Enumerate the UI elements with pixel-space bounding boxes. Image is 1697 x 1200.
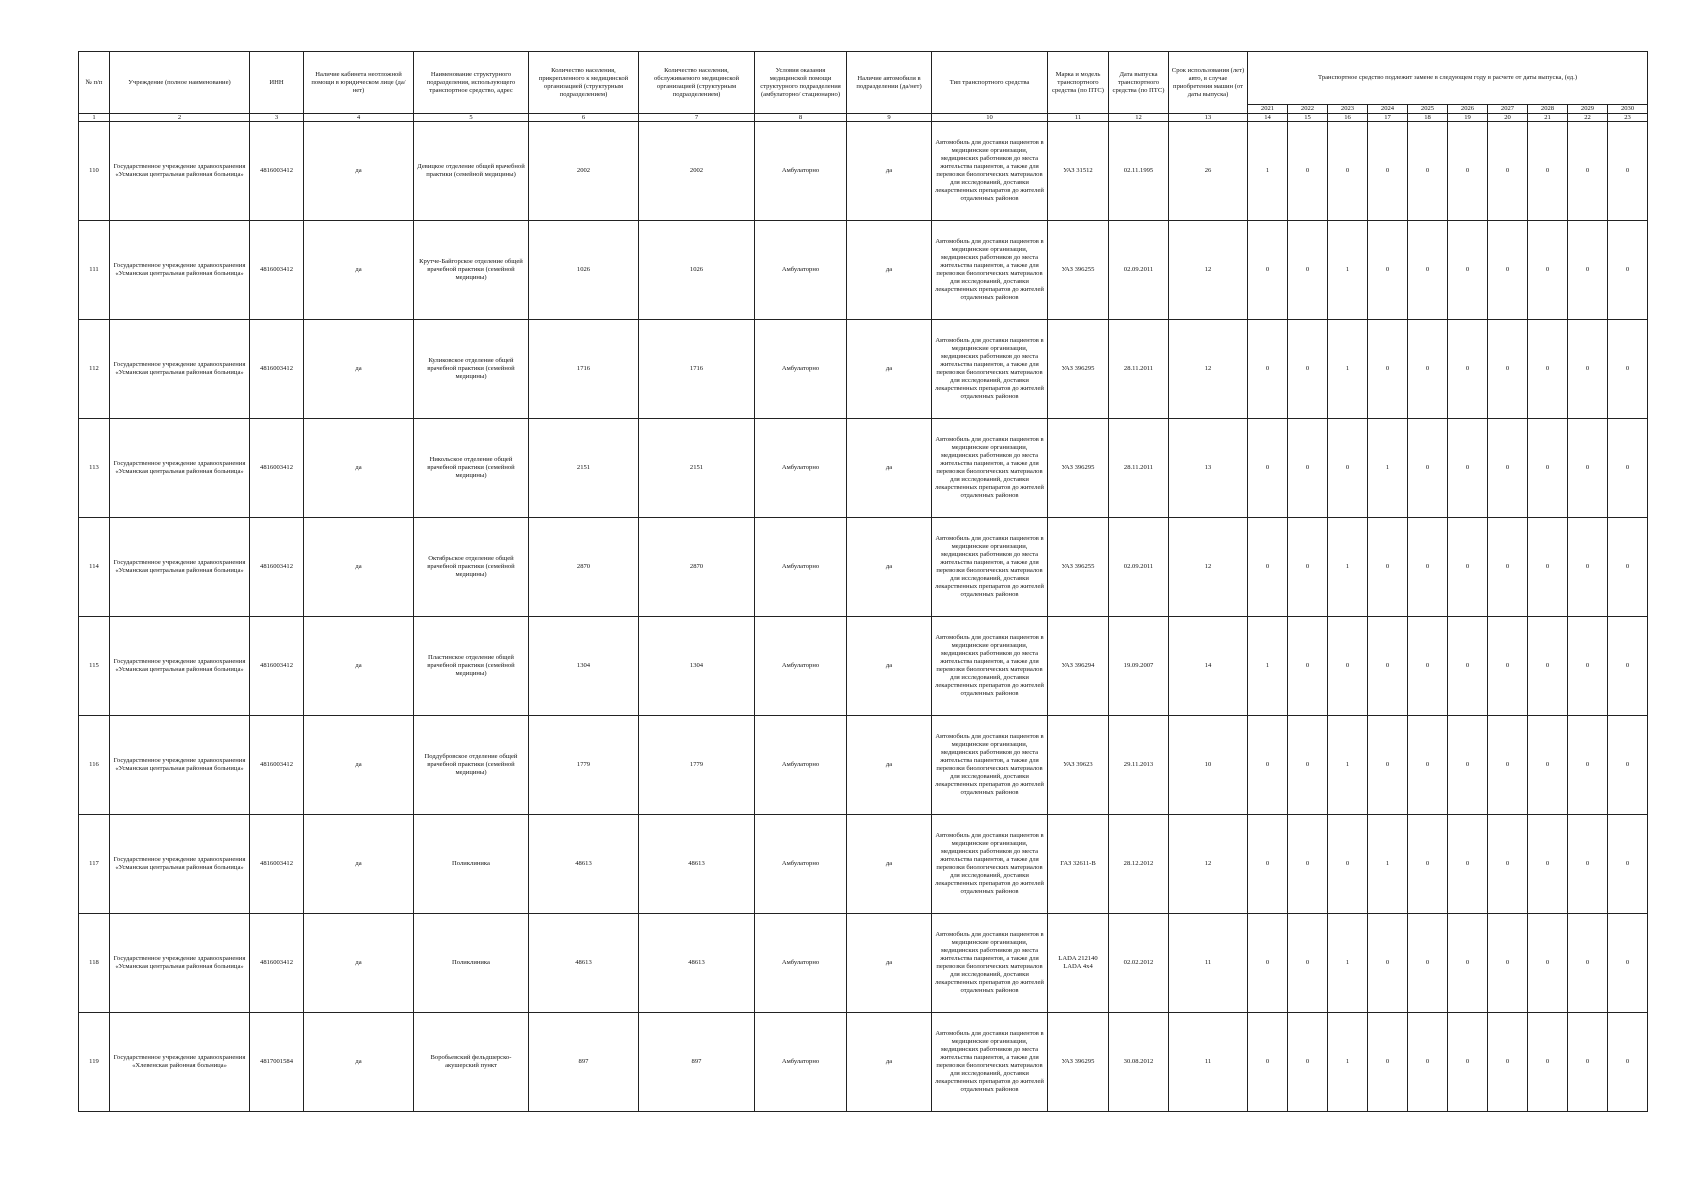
table-row bbox=[79, 518, 1648, 617]
cell-institution: Государственное учреждение здравоохранения «Усманская центральная районная больница» bbox=[110, 716, 250, 815]
cell-vehicle-type: Автомобиль для доставки пациентов в медицинские организации, медицинских работников до места жительства пациентов, а также для перевозки биологических материалов для исследований, доставки лекарственных препаратов до жителей отдаленных районов bbox=[932, 1013, 1048, 1112]
cell-conditions: Амбулаторно bbox=[755, 815, 847, 914]
cell-year-2025: 0 bbox=[1408, 1013, 1448, 1112]
cell-year-2024: 0 bbox=[1368, 122, 1408, 221]
cell-year-2024: 0 bbox=[1368, 518, 1408, 617]
cell-year-2024: 1 bbox=[1368, 419, 1408, 518]
cell-pop-attached: 1026 bbox=[529, 221, 639, 320]
cell-conditions: Амбулаторно bbox=[755, 518, 847, 617]
cell-year-2028: 0 bbox=[1528, 221, 1568, 320]
cell-pop-attached: 48613 bbox=[529, 815, 639, 914]
year-header-2022: 2022 bbox=[1288, 105, 1328, 114]
cell-brand: ГАЗ 32611-В bbox=[1048, 815, 1109, 914]
cell-year-2025: 0 bbox=[1408, 221, 1448, 320]
cell-year-2023: 1 bbox=[1328, 221, 1368, 320]
cell-year-2025: 0 bbox=[1408, 518, 1448, 617]
column-number: 22 bbox=[1568, 114, 1608, 122]
cell-brand: УАЗ 396255 bbox=[1048, 518, 1109, 617]
cell-year-2028: 0 bbox=[1528, 815, 1568, 914]
cell-year-2021: 0 bbox=[1248, 815, 1288, 914]
cell-service-life: 12 bbox=[1169, 815, 1248, 914]
header-office: Наличие кабинета неотложной помощи в юридическом лице (да/нет) bbox=[304, 52, 414, 114]
cell-pop-attached: 1779 bbox=[529, 716, 639, 815]
year-header-2024: 2024 bbox=[1368, 105, 1408, 114]
cell-institution: Государственное учреждение здравоохранения «Усманская центральная районная больница» bbox=[110, 914, 250, 1013]
cell-institution: Государственное учреждение здравоохранения «Усманская центральная районная больница» bbox=[110, 815, 250, 914]
cell-year-2030: 0 bbox=[1608, 1013, 1648, 1112]
cell-year-2021: 1 bbox=[1248, 122, 1288, 221]
cell-office: да bbox=[304, 122, 414, 221]
cell-brand: LADA 212140 LADA 4x4 bbox=[1048, 914, 1109, 1013]
cell-num: 116 bbox=[79, 716, 110, 815]
cell-pop-served: 48613 bbox=[639, 815, 755, 914]
cell-year-2023: 0 bbox=[1328, 419, 1368, 518]
cell-year-2030: 0 bbox=[1608, 320, 1648, 419]
cell-has-car: да bbox=[847, 320, 932, 419]
cell-office: да bbox=[304, 221, 414, 320]
cell-year-2021: 0 bbox=[1248, 914, 1288, 1013]
year-header-2030: 2030 bbox=[1608, 105, 1648, 114]
cell-year-2021: 0 bbox=[1248, 1013, 1288, 1112]
cell-year-2025: 0 bbox=[1408, 815, 1448, 914]
cell-year-2029: 0 bbox=[1568, 419, 1608, 518]
cell-institution: Государственное учреждение здравоохранения «Усманская центральная районная больница» bbox=[110, 617, 250, 716]
cell-release-date: 28.12.2012 bbox=[1109, 815, 1169, 914]
cell-year-2021: 0 bbox=[1248, 320, 1288, 419]
cell-year-2023: 1 bbox=[1328, 320, 1368, 419]
cell-year-2030: 0 bbox=[1608, 122, 1648, 221]
column-number: 15 bbox=[1288, 114, 1328, 122]
cell-year-2025: 0 bbox=[1408, 122, 1448, 221]
cell-pop-attached: 48613 bbox=[529, 914, 639, 1013]
cell-num: 113 bbox=[79, 419, 110, 518]
document-page bbox=[78, 51, 1648, 1112]
cell-num: 111 bbox=[79, 221, 110, 320]
cell-year-2027: 0 bbox=[1488, 518, 1528, 617]
cell-unit: Поликлиника bbox=[414, 815, 529, 914]
column-number: 14 bbox=[1248, 114, 1288, 122]
cell-year-2026: 0 bbox=[1448, 122, 1488, 221]
column-number: 18 bbox=[1408, 114, 1448, 122]
cell-has-car: да bbox=[847, 518, 932, 617]
column-number: 3 bbox=[250, 114, 304, 122]
header-vehicle-type: Тип транспортного средства bbox=[932, 52, 1048, 114]
cell-institution: Государственное учреждение здравоохранения «Хлевенская районная больница» bbox=[110, 1013, 250, 1112]
cell-brand: УАЗ 396295 bbox=[1048, 320, 1109, 419]
cell-year-2027: 0 bbox=[1488, 221, 1528, 320]
cell-institution: Государственное учреждение здравоохранения «Усманская центральная районная больница» bbox=[110, 122, 250, 221]
cell-year-2030: 0 bbox=[1608, 518, 1648, 617]
cell-brand: УАЗ 396295 bbox=[1048, 1013, 1109, 1112]
cell-year-2023: 1 bbox=[1328, 716, 1368, 815]
cell-pop-served: 1304 bbox=[639, 617, 755, 716]
cell-institution: Государственное учреждение здравоохранения «Усманская центральная районная больница» bbox=[110, 518, 250, 617]
cell-pop-served: 1716 bbox=[639, 320, 755, 419]
cell-vehicle-type: Автомобиль для доставки пациентов в медицинские организации, медицинских работников до места жительства пациентов, а также для перевозки биологических материалов для исследований, доставки лекарственных препаратов до жителей отдаленных районов bbox=[932, 122, 1048, 221]
cell-num: 114 bbox=[79, 518, 110, 617]
cell-office: да bbox=[304, 716, 414, 815]
cell-pop-served: 1026 bbox=[639, 221, 755, 320]
cell-year-2023: 1 bbox=[1328, 518, 1368, 617]
header-pop-attached: Количество населения, прикрепленного к медицинской организацией (структурным подразделением) bbox=[529, 52, 639, 114]
cell-year-2030: 0 bbox=[1608, 815, 1648, 914]
table-row bbox=[79, 320, 1648, 419]
cell-year-2024: 0 bbox=[1368, 716, 1408, 815]
cell-year-2028: 0 bbox=[1528, 914, 1568, 1013]
year-header-2023: 2023 bbox=[1328, 105, 1368, 114]
header-pop-served: Количество населения, обслуживаемого медицинской организацией (структурным подразделением) bbox=[639, 52, 755, 114]
cell-has-car: да bbox=[847, 221, 932, 320]
cell-year-2022: 0 bbox=[1288, 518, 1328, 617]
cell-service-life: 13 bbox=[1169, 419, 1248, 518]
cell-year-2023: 1 bbox=[1328, 914, 1368, 1013]
cell-vehicle-type: Автомобиль для доставки пациентов в медицинские организации, медицинских работников до места жительства пациентов, а также для перевозки биологических материалов для исследований, доставки лекарственных препаратов до жителей отдаленных районов bbox=[932, 815, 1048, 914]
cell-year-2030: 0 bbox=[1608, 716, 1648, 815]
cell-has-car: да bbox=[847, 815, 932, 914]
cell-unit: Октябрьское отделение общей врачебной практики (семейной медицины) bbox=[414, 518, 529, 617]
column-number: 23 bbox=[1608, 114, 1648, 122]
cell-conditions: Амбулаторно bbox=[755, 221, 847, 320]
header-conditions: Условия оказания медицинской помощи структурного подразделения (амбулаторно/ стационарно) bbox=[755, 52, 847, 114]
cell-year-2022: 0 bbox=[1288, 914, 1328, 1013]
cell-year-2022: 0 bbox=[1288, 815, 1328, 914]
column-number: 1 bbox=[79, 114, 110, 122]
column-number: 17 bbox=[1368, 114, 1408, 122]
column-number: 9 bbox=[847, 114, 932, 122]
cell-year-2028: 0 bbox=[1528, 1013, 1568, 1112]
cell-conditions: Амбулаторно bbox=[755, 914, 847, 1013]
cell-service-life: 12 bbox=[1169, 518, 1248, 617]
cell-year-2023: 0 bbox=[1328, 617, 1368, 716]
cell-office: да bbox=[304, 1013, 414, 1112]
cell-year-2022: 0 bbox=[1288, 221, 1328, 320]
cell-year-2026: 0 bbox=[1448, 914, 1488, 1013]
column-number: 2 bbox=[110, 114, 250, 122]
cell-unit: Никольское отделение общей врачебной практики (семейной медицины) bbox=[414, 419, 529, 518]
year-header-2029: 2029 bbox=[1568, 105, 1608, 114]
cell-year-2028: 0 bbox=[1528, 716, 1568, 815]
cell-year-2026: 0 bbox=[1448, 221, 1488, 320]
cell-pop-served: 2002 bbox=[639, 122, 755, 221]
cell-pop-served: 2870 bbox=[639, 518, 755, 617]
table-row bbox=[79, 419, 1648, 518]
cell-vehicle-type: Автомобиль для доставки пациентов в медицинские организации, медицинских работников до места жительства пациентов, а также для перевозки биологических материалов для исследований, доставки лекарственных препаратов до жителей отдаленных районов bbox=[932, 320, 1048, 419]
cell-pop-served: 2151 bbox=[639, 419, 755, 518]
cell-year-2029: 0 bbox=[1568, 122, 1608, 221]
cell-year-2029: 0 bbox=[1568, 221, 1608, 320]
cell-has-car: да bbox=[847, 617, 932, 716]
cell-brand: УАЗ 31512 bbox=[1048, 122, 1109, 221]
cell-release-date: 02.02.2012 bbox=[1109, 914, 1169, 1013]
cell-inn: 4816003412 bbox=[250, 122, 304, 221]
table-row bbox=[79, 221, 1648, 320]
cell-year-2022: 0 bbox=[1288, 617, 1328, 716]
cell-year-2024: 1 bbox=[1368, 815, 1408, 914]
cell-inn: 4817001584 bbox=[250, 1013, 304, 1112]
cell-year-2027: 0 bbox=[1488, 419, 1528, 518]
cell-brand: УАЗ 396295 bbox=[1048, 419, 1109, 518]
cell-year-2026: 0 bbox=[1448, 815, 1488, 914]
cell-office: да bbox=[304, 815, 414, 914]
column-number: 13 bbox=[1169, 114, 1248, 122]
cell-pop-served: 48613 bbox=[639, 914, 755, 1013]
cell-year-2030: 0 bbox=[1608, 914, 1648, 1013]
cell-pop-attached: 1304 bbox=[529, 617, 639, 716]
cell-year-2021: 1 bbox=[1248, 617, 1288, 716]
cell-year-2023: 0 bbox=[1328, 122, 1368, 221]
cell-office: да bbox=[304, 518, 414, 617]
cell-release-date: 19.09.2007 bbox=[1109, 617, 1169, 716]
column-number: 21 bbox=[1528, 114, 1568, 122]
cell-year-2030: 0 bbox=[1608, 419, 1648, 518]
cell-year-2024: 0 bbox=[1368, 914, 1408, 1013]
cell-office: да bbox=[304, 914, 414, 1013]
cell-conditions: Амбулаторно bbox=[755, 1013, 847, 1112]
cell-year-2022: 0 bbox=[1288, 320, 1328, 419]
cell-pop-attached: 2151 bbox=[529, 419, 639, 518]
cell-has-car: да bbox=[847, 716, 932, 815]
cell-inn: 4816003412 bbox=[250, 320, 304, 419]
cell-year-2024: 0 bbox=[1368, 320, 1408, 419]
cell-pop-attached: 897 bbox=[529, 1013, 639, 1112]
cell-year-2022: 0 bbox=[1288, 716, 1328, 815]
cell-has-car: да bbox=[847, 1013, 932, 1112]
cell-release-date: 02.11.1995 bbox=[1109, 122, 1169, 221]
cell-unit: Поликлиника bbox=[414, 914, 529, 1013]
cell-year-2022: 0 bbox=[1288, 419, 1328, 518]
cell-year-2024: 0 bbox=[1368, 617, 1408, 716]
cell-conditions: Амбулаторно bbox=[755, 320, 847, 419]
table-row bbox=[79, 1013, 1648, 1112]
cell-num: 117 bbox=[79, 815, 110, 914]
cell-inn: 4816003412 bbox=[250, 518, 304, 617]
column-number: 11 bbox=[1048, 114, 1109, 122]
cell-inn: 4816003412 bbox=[250, 617, 304, 716]
column-number: 7 bbox=[639, 114, 755, 122]
cell-year-2026: 0 bbox=[1448, 617, 1488, 716]
cell-vehicle-type: Автомобиль для доставки пациентов в медицинские организации, медицинских работников до места жительства пациентов, а также для перевозки биологических материалов для исследований, доставки лекарственных препаратов до жителей отдаленных районов bbox=[932, 221, 1048, 320]
table-row bbox=[79, 914, 1648, 1013]
cell-conditions: Амбулаторно bbox=[755, 617, 847, 716]
cell-release-date: 30.08.2012 bbox=[1109, 1013, 1169, 1112]
cell-num: 118 bbox=[79, 914, 110, 1013]
cell-year-2021: 0 bbox=[1248, 419, 1288, 518]
cell-year-2024: 0 bbox=[1368, 1013, 1408, 1112]
cell-vehicle-type: Автомобиль для доставки пациентов в медицинские организации, медицинских работников до места жительства пациентов, а также для перевозки биологических материалов для исследований, доставки лекарственных препаратов до жителей отдаленных районов bbox=[932, 419, 1048, 518]
cell-brand: УАЗ 39623 bbox=[1048, 716, 1109, 815]
cell-year-2021: 0 bbox=[1248, 716, 1288, 815]
cell-year-2026: 0 bbox=[1448, 320, 1488, 419]
cell-release-date: 29.11.2013 bbox=[1109, 716, 1169, 815]
cell-release-date: 02.09.2011 bbox=[1109, 221, 1169, 320]
cell-unit: Крутче-Байгорское отделение общей врачебной практики (семейной медицины) bbox=[414, 221, 529, 320]
cell-pop-attached: 2002 bbox=[529, 122, 639, 221]
column-number-row bbox=[79, 114, 1648, 122]
cell-service-life: 11 bbox=[1169, 914, 1248, 1013]
column-number: 19 bbox=[1448, 114, 1488, 122]
cell-pop-served: 897 bbox=[639, 1013, 755, 1112]
cell-year-2026: 0 bbox=[1448, 716, 1488, 815]
cell-brand: УАЗ 396255 bbox=[1048, 221, 1109, 320]
header-has-car: Наличие автомобиля в подразделении (да/нет) bbox=[847, 52, 932, 114]
cell-unit: Поддубровское отделение общей врачебной практики (семейной медицины) bbox=[414, 716, 529, 815]
cell-institution: Государственное учреждение здравоохранения «Усманская центральная районная больница» bbox=[110, 221, 250, 320]
cell-year-2023: 0 bbox=[1328, 815, 1368, 914]
cell-unit: Девицкое отделение общей врачебной практики (семейной медицины) bbox=[414, 122, 529, 221]
cell-release-date: 28.11.2011 bbox=[1109, 320, 1169, 419]
cell-year-2027: 0 bbox=[1488, 122, 1528, 221]
cell-year-2029: 0 bbox=[1568, 815, 1608, 914]
cell-year-2025: 0 bbox=[1408, 617, 1448, 716]
cell-year-2028: 0 bbox=[1528, 518, 1568, 617]
cell-service-life: 26 bbox=[1169, 122, 1248, 221]
cell-vehicle-type: Автомобиль для доставки пациентов в медицинские организации, медицинских работников до места жительства пациентов, а также для перевозки биологических материалов для исследований, доставки лекарственных препаратов до жителей отдаленных районов bbox=[932, 518, 1048, 617]
cell-vehicle-type: Автомобиль для доставки пациентов в медицинские организации, медицинских работников до места жительства пациентов, а также для перевозки биологических материалов для исследований, доставки лекарственных препаратов до жителей отдаленных районов bbox=[932, 617, 1048, 716]
cell-year-2021: 0 bbox=[1248, 518, 1288, 617]
cell-unit: Воробьевский фельдшерско-акушерский пункт bbox=[414, 1013, 529, 1112]
column-number: 4 bbox=[304, 114, 414, 122]
cell-year-2027: 0 bbox=[1488, 914, 1528, 1013]
table-row bbox=[79, 617, 1648, 716]
cell-year-2025: 0 bbox=[1408, 914, 1448, 1013]
table-body bbox=[79, 122, 1648, 1112]
column-number: 6 bbox=[529, 114, 639, 122]
cell-year-2029: 0 bbox=[1568, 1013, 1608, 1112]
header-inn: ИНН bbox=[250, 52, 304, 114]
cell-year-2028: 0 bbox=[1528, 320, 1568, 419]
cell-inn: 4816003412 bbox=[250, 221, 304, 320]
cell-year-2028: 0 bbox=[1528, 419, 1568, 518]
cell-brand: УАЗ 396294 bbox=[1048, 617, 1109, 716]
cell-num: 115 bbox=[79, 617, 110, 716]
cell-year-2028: 0 bbox=[1528, 122, 1568, 221]
year-header-2025: 2025 bbox=[1408, 105, 1448, 114]
cell-year-2021: 0 bbox=[1248, 221, 1288, 320]
table-header bbox=[79, 52, 1648, 122]
cell-inn: 4816003412 bbox=[250, 815, 304, 914]
cell-year-2025: 0 bbox=[1408, 320, 1448, 419]
year-header-2028: 2028 bbox=[1528, 105, 1568, 114]
table-row bbox=[79, 716, 1648, 815]
cell-release-date: 02.09.2011 bbox=[1109, 518, 1169, 617]
column-number: 8 bbox=[755, 114, 847, 122]
cell-inn: 4816003412 bbox=[250, 419, 304, 518]
cell-office: да bbox=[304, 320, 414, 419]
cell-pop-served: 1779 bbox=[639, 716, 755, 815]
column-number: 20 bbox=[1488, 114, 1528, 122]
cell-year-2029: 0 bbox=[1568, 320, 1608, 419]
cell-year-2025: 0 bbox=[1408, 716, 1448, 815]
cell-year-2030: 0 bbox=[1608, 617, 1648, 716]
column-number: 12 bbox=[1109, 114, 1169, 122]
cell-institution: Государственное учреждение здравоохранения «Усманская центральная районная больница» bbox=[110, 419, 250, 518]
cell-year-2022: 0 bbox=[1288, 122, 1328, 221]
year-header-2027: 2027 bbox=[1488, 105, 1528, 114]
cell-num: 119 bbox=[79, 1013, 110, 1112]
vehicle-table bbox=[78, 51, 1648, 1112]
table-row bbox=[79, 815, 1648, 914]
header-unit: Наименование структурного подразделения, использующего транспортное средство, адрес bbox=[414, 52, 529, 114]
header-service-life: Срок использования (лет) авто, в случае приобретения машин (от даты выпуска) bbox=[1169, 52, 1248, 114]
cell-year-2027: 0 bbox=[1488, 1013, 1528, 1112]
header-replacement: Транспортное средство подлежит замене в следующем году в расчете от даты выпуска, (ед.) bbox=[1248, 52, 1648, 105]
cell-year-2022: 0 bbox=[1288, 1013, 1328, 1112]
cell-office: да bbox=[304, 617, 414, 716]
column-number: 5 bbox=[414, 114, 529, 122]
cell-year-2024: 0 bbox=[1368, 221, 1408, 320]
cell-inn: 4816003412 bbox=[250, 914, 304, 1013]
cell-year-2026: 0 bbox=[1448, 1013, 1488, 1112]
header-institution: Учреждение (полное наименование) bbox=[110, 52, 250, 114]
cell-inn: 4816003412 bbox=[250, 716, 304, 815]
cell-year-2023: 1 bbox=[1328, 1013, 1368, 1112]
cell-unit: Пластинское отделение общей врачебной практики (семейной медицины) bbox=[414, 617, 529, 716]
cell-service-life: 14 bbox=[1169, 617, 1248, 716]
column-number: 16 bbox=[1328, 114, 1368, 122]
cell-has-car: да bbox=[847, 122, 932, 221]
year-header-2021: 2021 bbox=[1248, 105, 1288, 114]
cell-year-2027: 0 bbox=[1488, 815, 1528, 914]
cell-vehicle-type: Автомобиль для доставки пациентов в медицинские организации, медицинских работников до места жительства пациентов, а также для перевозки биологических материалов для исследований, доставки лекарственных препаратов до жителей отдаленных районов bbox=[932, 716, 1048, 815]
cell-office: да bbox=[304, 419, 414, 518]
cell-has-car: да bbox=[847, 419, 932, 518]
cell-year-2029: 0 bbox=[1568, 914, 1608, 1013]
cell-year-2029: 0 bbox=[1568, 716, 1608, 815]
cell-year-2026: 0 bbox=[1448, 419, 1488, 518]
header-num: № п/п bbox=[79, 52, 110, 114]
cell-year-2027: 0 bbox=[1488, 716, 1528, 815]
cell-unit: Куликовское отделение общей врачебной практики (семейной медицины) bbox=[414, 320, 529, 419]
cell-institution: Государственное учреждение здравоохранения «Усманская центральная районная больница» bbox=[110, 320, 250, 419]
cell-year-2026: 0 bbox=[1448, 518, 1488, 617]
cell-year-2027: 0 bbox=[1488, 617, 1528, 716]
cell-vehicle-type: Автомобиль для доставки пациентов в медицинские организации, медицинских работников до места жительства пациентов, а также для перевозки биологических материалов для исследований, доставки лекарственных препаратов до жителей отдаленных районов bbox=[932, 914, 1048, 1013]
cell-year-2027: 0 bbox=[1488, 320, 1528, 419]
header-release-date: Дата выпуска транспортного средства (по ПТС) bbox=[1109, 52, 1169, 114]
cell-pop-attached: 2870 bbox=[529, 518, 639, 617]
cell-num: 110 bbox=[79, 122, 110, 221]
cell-num: 112 bbox=[79, 320, 110, 419]
column-number: 10 bbox=[932, 114, 1048, 122]
cell-service-life: 12 bbox=[1169, 320, 1248, 419]
cell-has-car: да bbox=[847, 914, 932, 1013]
cell-conditions: Амбулаторно bbox=[755, 716, 847, 815]
cell-service-life: 12 bbox=[1169, 221, 1248, 320]
cell-service-life: 10 bbox=[1169, 716, 1248, 815]
cell-service-life: 11 bbox=[1169, 1013, 1248, 1112]
cell-year-2029: 0 bbox=[1568, 617, 1608, 716]
cell-conditions: Амбулаторно bbox=[755, 419, 847, 518]
cell-year-2025: 0 bbox=[1408, 419, 1448, 518]
cell-pop-attached: 1716 bbox=[529, 320, 639, 419]
table-row bbox=[79, 122, 1648, 221]
cell-year-2028: 0 bbox=[1528, 617, 1568, 716]
cell-year-2029: 0 bbox=[1568, 518, 1608, 617]
cell-conditions: Амбулаторно bbox=[755, 122, 847, 221]
cell-year-2030: 0 bbox=[1608, 221, 1648, 320]
cell-release-date: 28.11.2011 bbox=[1109, 419, 1169, 518]
header-brand: Марка и модель транспортного средства (по ПТС) bbox=[1048, 52, 1109, 114]
year-header-2026: 2026 bbox=[1448, 105, 1488, 114]
